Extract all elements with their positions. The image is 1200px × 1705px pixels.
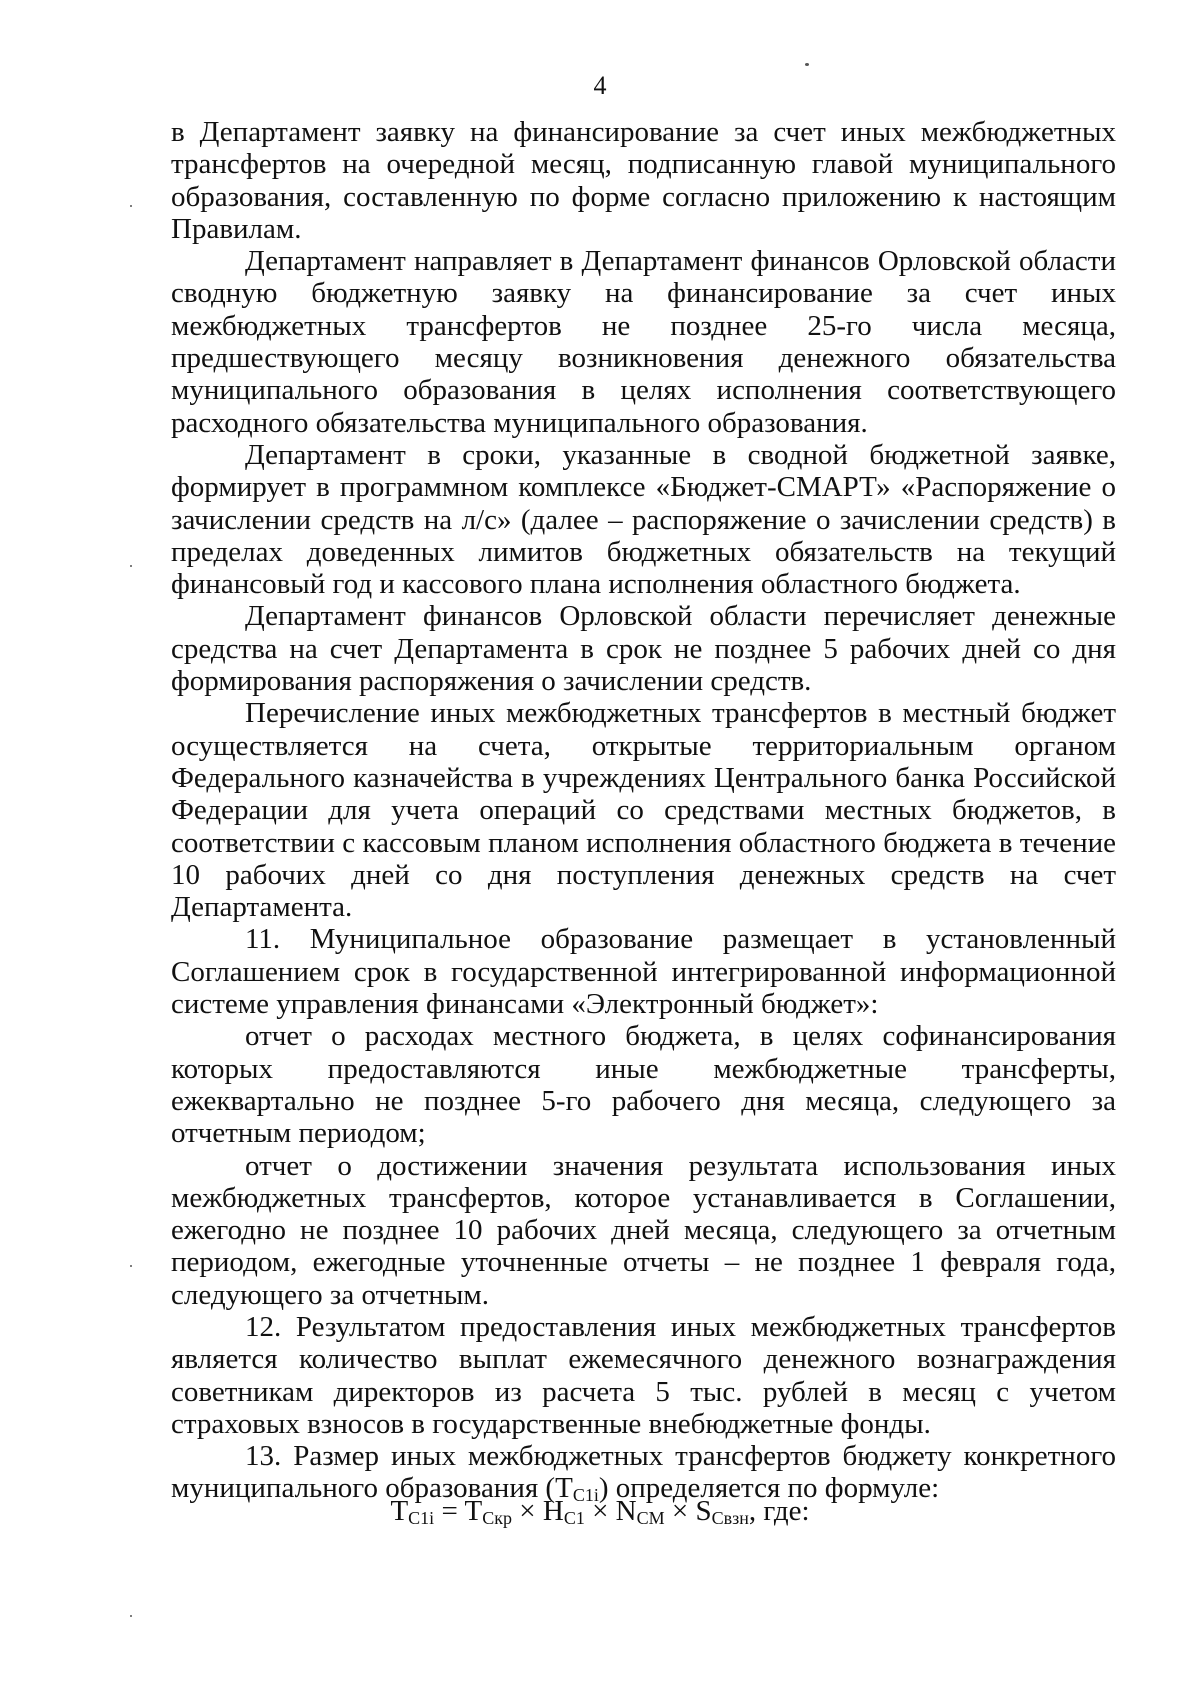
- paragraph: Департамент в сроки, указанные в сводной бюджетной заявке, формирует в программном комплексе «Бюджет-СМАРТ» «Распоряжение о зачислении средств на л/с» (далее – распоряжение о зачислении средств) в пределах доведенных лимитов бюджетных обязательств на текущий финансовый год и кассового плана исполнения областного бюджета.: [171, 438, 1116, 601]
- paragraph: в Департамент заявку на финансирование за счет иных межбюджетных трансфертов на очередной месяц, подписанную главой муниципального образования, составленную по форме согласно приложению к настоящим Правилам.: [171, 116, 1116, 245]
- formula-subscript: C1: [563, 1508, 585, 1528]
- page-number: 4: [593, 71, 607, 100]
- paragraph-item-12: 12. Результатом предоставления иных межбюджетных трансфертов является количество выплат ежемесячного денежного вознаграждения советникам директоров из расчета 5 тыс. рублей в месяц с учетом страховых взносов в государственные внебюджетные фонды.: [171, 1310, 1116, 1440]
- formula-subscript: Cкр: [482, 1508, 512, 1528]
- paragraph-item-11: 11. Муниципальное образование размещает в установленный Соглашением срок в государственной интегрированной информационной системе управления финансами «Электронный бюджет»:: [171, 923, 1116, 1021]
- paragraph: отчет о расходах местного бюджета, в целях софинансирования которых предоставляются иные межбюджетные трансферты, ежеквартально не позднее 5-го рабочего дня месяца, следующего за отчетным периодом;: [171, 1020, 1116, 1150]
- paragraph-text: 13. Размер иных межбюджетных трансфертов бюджету конкретного муниципального образования (T: [171, 1440, 1116, 1505]
- scan-speck: [130, 205, 132, 207]
- formula-tail: , где:: [748, 1495, 810, 1527]
- paragraph: Департамент финансов Орловской области перечисляет денежные средства на счет Департамента в срок не позднее 5 рабочих дней со дня формирования распоряжения о зачислении средств.: [171, 600, 1116, 698]
- formula-symbol: = T: [434, 1495, 483, 1527]
- formula-subscript: Cвзн: [711, 1508, 749, 1528]
- scan-speck: [805, 63, 809, 66]
- formula-symbol: T: [390, 1495, 409, 1527]
- paragraph: Перечисление иных межбюджетных трансфертов в местный бюджет осуществляется на счета, открытые территориальным органом Федерального казначейства в учреждениях Центрального банка Российской Федерации для учета операций со средствами местных бюджетов, в соответствии с кассовым планом исполнения областного бюджета в течение 10 рабочих дней со дня поступления денежных средств на счет Департамента.: [171, 697, 1116, 924]
- formula-subscript: CM: [636, 1508, 665, 1528]
- formula: [0, 1495, 1200, 1534]
- scan-speck: [130, 565, 132, 567]
- paragraph: отчет о достижении значения результата использования иных межбюджетных трансфертов, которое устанавливается в Соглашении, ежегодно не позднее 10 рабочих дней месяца, следующего за отчетным периодом, ежегодные уточненные отчеты – не позднее 1 февраля года, следующего за отчетным.: [171, 1149, 1116, 1311]
- paragraph: Департамент направляет в Департамент финансов Орловской области сводную бюджетную заявку на финансирование за счет иных межбюджетных трансфертов не позднее 25-го числа месяца, предшествующего месяцу возникновения денежного обязательства муниципального образования в целях исполнения соответствующего расходного обязательства муниципального образования.: [171, 245, 1116, 439]
- subscript: C1i: [572, 1485, 599, 1506]
- formula-symbol: × S: [664, 1495, 712, 1527]
- scan-speck: [130, 1615, 132, 1617]
- formula-symbol: × H: [512, 1495, 564, 1527]
- formula-subscript: C1i: [408, 1508, 435, 1528]
- scan-speck: [130, 1265, 132, 1267]
- formula-symbol: × N: [584, 1495, 637, 1527]
- paragraph-text-tail: ) определяется по формуле:: [598, 1472, 940, 1505]
- document-body: [171, 116, 1116, 1512]
